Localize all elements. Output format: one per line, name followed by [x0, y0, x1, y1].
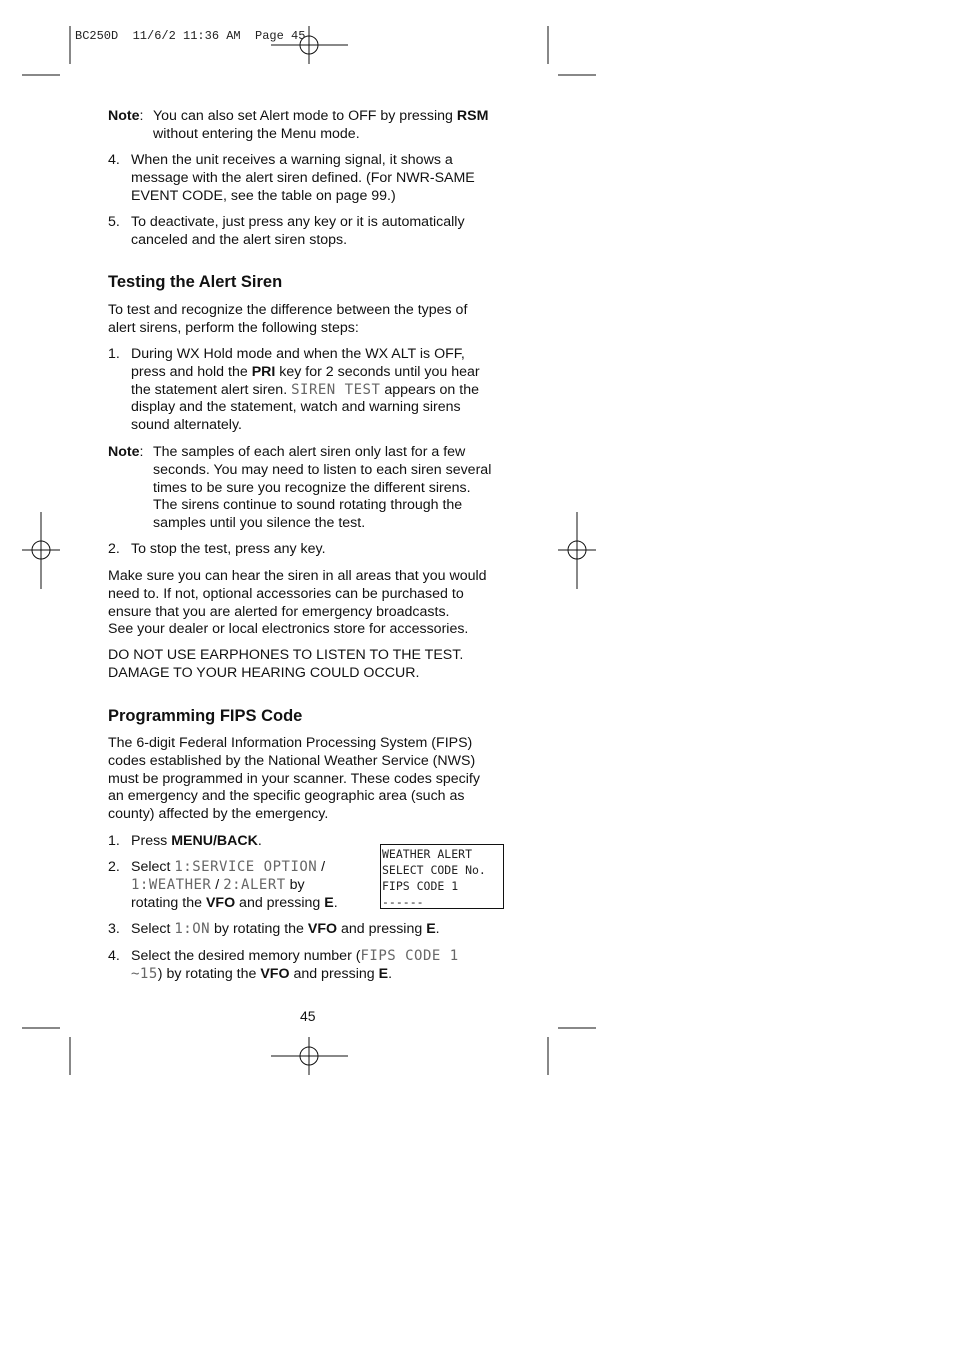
step-number: 4. — [108, 948, 120, 964]
text-span: by — [285, 876, 305, 893]
text-line: alert sirens, perform the following steps: — [108, 319, 359, 336]
text-line: The samples of each alert siren only last for a few — [153, 444, 466, 460]
display-line: SELECT CODE No. — [382, 863, 486, 877]
step-text: To stop the test, press any key. — [131, 541, 326, 557]
text-span: rotating the — [131, 894, 206, 911]
text-line: The sirens continue to sound rotating through the — [153, 497, 463, 514]
step-text — [131, 833, 262, 851]
text-span: Select the desired memory number ( — [131, 948, 361, 964]
lcd-text: SIREN TEST — [291, 381, 381, 398]
text-span: key for 2 seconds until you hear — [275, 363, 480, 380]
key-e: E — [378, 965, 389, 982]
text-line: seconds. You may need to listen to each siren several — [153, 461, 492, 478]
step-text — [131, 346, 511, 435]
text-line: ensure that you are alerted for emergency broadcasts. — [108, 603, 450, 620]
text-span: Press — [131, 833, 172, 849]
step-number: 1. — [108, 346, 120, 362]
text-line: county) affected by the emergency. — [108, 806, 329, 823]
text-line: sound alternately. — [131, 417, 242, 434]
text-span: . — [388, 965, 393, 982]
lcd-text: 1:SERVICE OPTION — [174, 859, 318, 875]
note-label-text: Note — [108, 444, 140, 460]
step-text — [131, 152, 475, 205]
text-line: times to be sure you recognize the different sirens. — [153, 479, 471, 496]
lcd-display — [380, 844, 504, 909]
lcd-text: ~15 — [131, 965, 158, 982]
step-text — [131, 948, 511, 984]
text-span: the statement alert siren. — [131, 381, 292, 398]
text-span: . — [257, 833, 262, 849]
key-vfo: VFO — [205, 894, 236, 911]
key-rsm: RSM — [456, 108, 489, 124]
text-line: During WX Hold mode and when the WX ALT is OFF, — [131, 346, 465, 362]
text-span: ) by rotating the — [157, 965, 261, 982]
step-number: 5. — [108, 214, 120, 230]
text-line: The 6-digit Federal Information Processing System (FIPS) — [108, 735, 473, 751]
text-line: DAMAGE TO YOUR HEARING COULD OCCUR. — [108, 664, 420, 681]
paragraph — [108, 302, 508, 338]
note-body — [153, 444, 505, 533]
text-line: See your dealer or local electronics store for accessories. — [108, 621, 469, 638]
step-text — [131, 214, 465, 250]
text-span: appears on the — [380, 381, 479, 398]
key-vfo: VFO — [307, 921, 338, 937]
lcd-text: FIPS CODE 1 — [360, 948, 459, 964]
step-number: 3. — [108, 921, 120, 937]
text-span: Select — [131, 859, 175, 875]
text-span: press and hold the — [131, 363, 252, 380]
text-line: To deactivate, just press any key or it is automatically — [131, 214, 465, 230]
key-vfo: VFO — [260, 965, 290, 982]
lcd-text: 2:ALERT — [223, 876, 286, 893]
text-span: / — [317, 859, 326, 875]
text-line: When the unit receives a warning signal, it shows a — [131, 152, 453, 168]
display-line: FIPS CODE 1 — [382, 879, 459, 893]
note-body — [153, 108, 505, 144]
paragraph — [108, 735, 508, 824]
text-span: and pressing — [337, 921, 427, 937]
text-line: Make sure you can hear the siren in all areas that you would — [108, 568, 487, 584]
text-span: Select — [131, 921, 175, 937]
key-e: E — [426, 921, 436, 937]
lcd-text: 1:ON — [174, 921, 211, 937]
text-line: must be programmed in your scanner. These codes specify — [108, 770, 480, 787]
page-number: 45 — [300, 1008, 316, 1024]
text-span: and pressing — [235, 894, 325, 911]
text-span: . — [333, 894, 338, 911]
display-line: ------ — [382, 895, 424, 909]
text-line: samples until you silence the test. — [153, 515, 366, 532]
text-line: codes established by the National Weather Service (NWS) — [108, 752, 476, 769]
step-number: 2. — [108, 541, 120, 557]
text-span: by rotating the — [210, 921, 308, 937]
note-text: without entering the Menu mode. — [153, 125, 360, 142]
note-text: You can also set Alert mode to OFF by pressing — [153, 108, 457, 124]
step-number: 2. — [108, 859, 120, 875]
text-line: message with the alert siren defined. (For NWR-SAME — [131, 169, 475, 186]
section-heading: Testing the Alert Siren — [108, 273, 283, 291]
key-e: E — [324, 894, 334, 911]
warning-paragraph — [108, 647, 508, 683]
text-span: / — [211, 876, 224, 893]
text-line: DO NOT USE EARPHONES TO LISTEN TO THE TEST. — [108, 647, 464, 663]
paragraph — [108, 568, 508, 639]
key-pri: PRI — [251, 363, 276, 380]
note-label-text: Note — [108, 108, 140, 124]
step-number: 1. — [108, 833, 120, 849]
key-menu-back: MENU/BACK — [171, 833, 258, 849]
text-line: need to. If not, optional accessories can be purchased to — [108, 585, 464, 602]
text-span: . — [435, 921, 440, 937]
step-text — [131, 859, 371, 912]
lcd-text: 1:WEATHER — [131, 876, 212, 893]
note-label: Note: — [108, 444, 144, 460]
text-span: and pressing — [289, 965, 379, 982]
step-number: 4. — [108, 152, 120, 168]
note-label: Note: — [108, 108, 144, 124]
section-heading: Programming FIPS Code — [108, 707, 303, 725]
step-text — [131, 921, 440, 939]
display-line: WEATHER ALERT — [382, 847, 473, 861]
text-line: display and the statement, watch and warning sirens — [131, 399, 461, 416]
text-line: To test and recognize the difference between the types of — [108, 302, 468, 318]
text-line: EVENT CODE, see the table on page 99.) — [131, 187, 396, 204]
text-line: canceled and the alert siren stops. — [131, 231, 348, 248]
print-header: BC250D 11/6/2 11:36 AM Page 45 — [75, 29, 306, 43]
text-line: an emergency and the specific geographic area (such as — [108, 788, 465, 805]
